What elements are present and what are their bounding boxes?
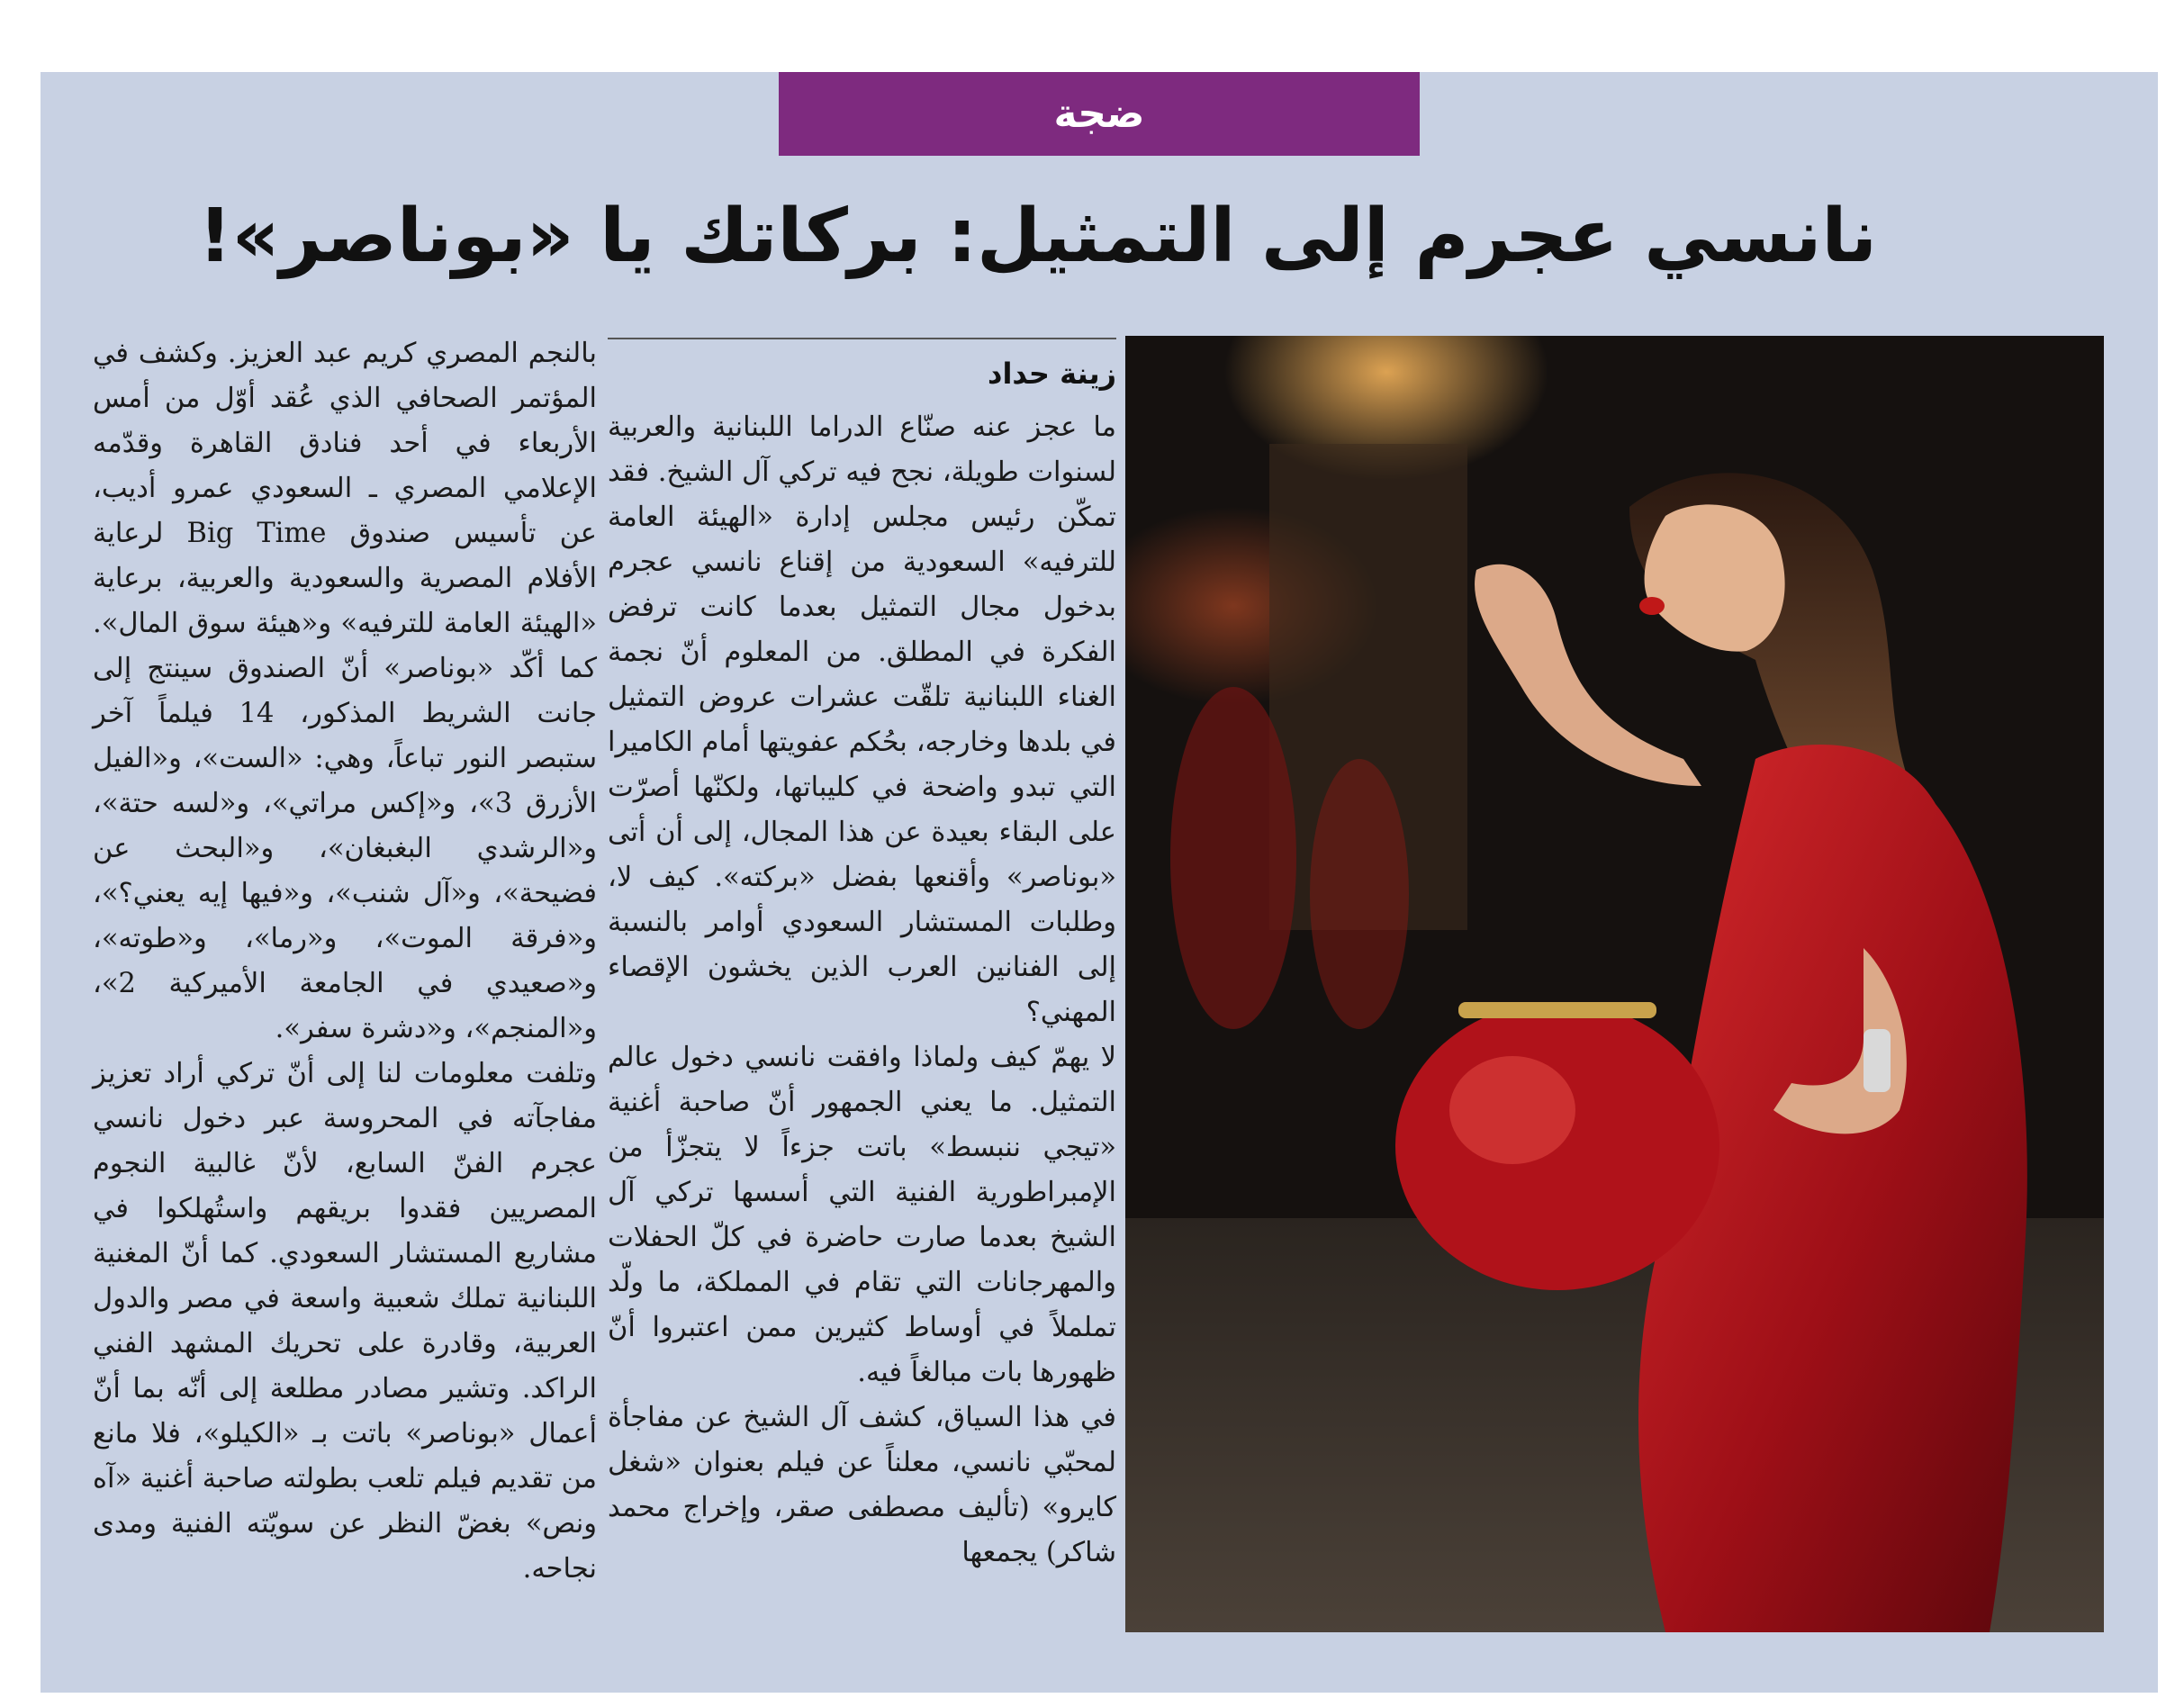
article-column-left	[93, 331, 597, 1592]
lips	[1639, 597, 1665, 615]
paragraph: في هذا السياق، كشف آل الشيخ عن مفاجأة لمحبّي نانسي، معلناً عن فيلم بعنوان «شغل كايرو» (تأليف مصطفى صقر، وإخراج محمد شاكر) يجمعها	[608, 1402, 1116, 1568]
article-photo	[1125, 336, 2104, 1632]
paragraph: ما عجز عنه صنّاع الدراما اللبنانية والعربية لسنوات طويلة، نجح فيه تركي آل الشيخ. فقد تمكّن رئيس مجلس إدارة «الهيئة العامة للترفيه» السعودية من إقناع نانسي عجرم بدخول مجال التمثيل بعدما كانت ترفض الفكرة في المطلق. من المعلوم أنّ نجمة الغناء اللبنانية تلقّت عشرات عروض التمثيل في بلدها وخارجه، بحُكم عفويتها أمام الكاميرا التي تبدو واضحة في كليباتها، ولكنّها أصرّت على البقاء بعيدة عن هذا المجال، إلى أن أتى «بوناصر» وأقنعها بفضل «بركته». كيف لا، وطلبات المستشار السعودي أوامر بالنسبة إلى الفنانين العرب الذين يخشون الإقصاء المهني؟	[608, 411, 1116, 1028]
background-figure	[1310, 759, 1409, 1029]
clutch-clasp	[1458, 1002, 1656, 1018]
newspaper-page	[41, 72, 2158, 1693]
byline-rule	[608, 338, 1116, 339]
section-tag: ضجة	[779, 72, 1420, 156]
headline: نانسي عجرم إلى التمثيل: بركاتك يا «بوناصر»!	[198, 194, 1877, 279]
bracelet	[1864, 1029, 1891, 1092]
byline: زينة حداد	[988, 357, 1116, 391]
article-column-middle	[608, 405, 1116, 1576]
paragraph: بالنجم المصري كريم عبد العزيز. وكشف في المؤتمر الصحافي الذي عُقد أوّل من أمس الأربعاء في أحد فنادق القاهرة وقدّمه الإعلامي المصري ـ السعودي عمرو أديب، عن تأسيس صندوق Big Time لرعاية الأفلام المصرية والسعودية والعربية، برعاية «الهيئة العامة للترفيه» و«هيئة سوق المال». كما أكّد «بوناصر» أنّ الصندوق سينتج إلى جانت الشريط المذكور، 14 فيلماً آخر ستبصر النور تباعاً، وهي: «الست»، و«الفيل الأزرق 3»، و«إكس مراتي»، و«لسه حتة»، و«الرشدي البغبغان»، و«البحث عن فضيحة»، و«آل شنب»، و«فيها إيه يعني؟»، و«فرقة الموت»، و«رما»، و«طوته»، و«صعيدي في الجامعة الأميركية 2»، و«المنجم»، و«دشرة سفر».	[93, 338, 598, 1044]
background-figure	[1170, 687, 1296, 1029]
paragraph: لا يهمّ كيف ولماذا وافقت نانسي دخول عالم التمثيل. ما يعني الجمهور أنّ صاحبة أغنية «تيجي ننبسط» باتت جزءاً لا يتجزّأ من الإمبراطورية الفنية التي أسسها تركي آل الشيخ بعدما صارت حاضرة في كلّ الحفلات والمهرجانات التي تقام في المملكة، ما ولّد تململاً في أوساط كثيرين ممن اعتبروا أنّ ظهورها بات مبالغاً فيه.	[608, 1042, 1116, 1388]
clutch-highlight	[1449, 1056, 1575, 1164]
paragraph: وتلفت معلومات لنا إلى أنّ تركي أراد تعزيز مفاجآته في المحروسة عبر دخول نانسي عجرم الفنّ السابع، لأنّ غالبية النجوم المصريين فقدوا بريقهم واستُهلكوا في مشاريع المستشار السعودي. كما أنّ المغنية اللبنانية تملك شعبية واسعة في مصر والدول العربية، وقادرة على تحريك المشهد الفني الراكد. وتشير مصادر مطلعة إلى أنّه بما أنّ أعمال «بوناصر» باتت بـ «الكيلو»، فلا مانع من تقديم فيلم تلعب بطولته صاحبة أغنية «آه ونص» بغضّ النظر عن سويّته الفنية ومدى نجاحه.	[93, 1058, 597, 1585]
